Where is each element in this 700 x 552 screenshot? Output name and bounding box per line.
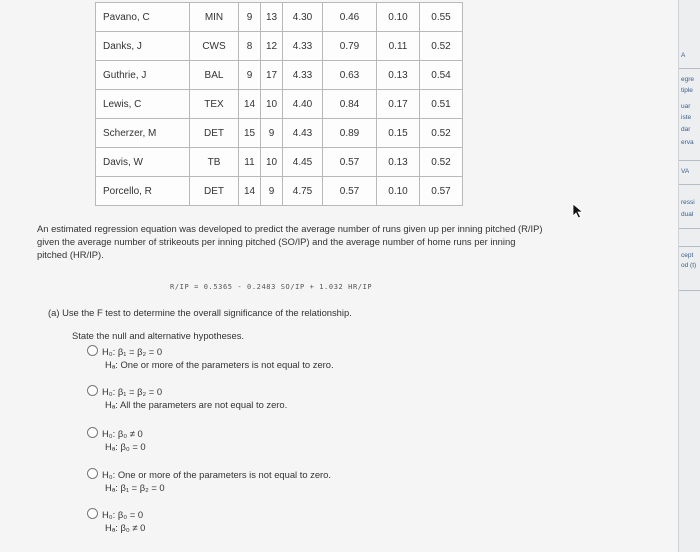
hypothesis-option-3[interactable] [87, 427, 146, 453]
table-cell: 0.17 [377, 90, 420, 119]
table-cell: Danks, J [96, 32, 190, 61]
table-cell: TB [190, 148, 239, 177]
table-cell: 4.40 [283, 90, 323, 119]
table-row [96, 61, 463, 90]
table-cell: 0.13 [377, 61, 420, 90]
table-cell: 0.55 [420, 3, 463, 32]
null-hypothesis: H₀: β₁ = β₂ = 0 [102, 346, 163, 357]
table-cell: 0.54 [420, 61, 463, 90]
table-cell: 10 [261, 90, 283, 119]
sidebar-label[interactable]: dual [681, 211, 694, 218]
table-cell: DET [190, 177, 239, 206]
table-cell: 0.52 [420, 119, 463, 148]
hypotheses-instruction: State the null and alternative hypotheses. [72, 330, 244, 341]
sidebar-label[interactable]: egre [681, 76, 695, 83]
radio-button[interactable] [87, 468, 98, 479]
table-row [96, 119, 463, 148]
mouse-cursor-icon [572, 203, 584, 219]
null-hypothesis: H₀: β₀ ≠ 0 [102, 428, 143, 439]
description-line: An estimated regression equation was developed to predict the average number of runs given up per inning pitched (R/IP) [37, 223, 543, 234]
problem-description [37, 222, 647, 261]
sidebar-label[interactable]: uar [681, 103, 691, 110]
table-cell: 0.52 [420, 32, 463, 61]
sidebar-divider [679, 228, 700, 229]
sidebar-divider [679, 160, 700, 161]
sidebar-label[interactable]: od (t) [681, 262, 697, 269]
table-cell: 8 [239, 32, 261, 61]
table-cell: 9 [261, 119, 283, 148]
null-hypothesis: H₀: One or more of the parameters is not equal to zero. [102, 469, 332, 480]
table-cell: 0.84 [323, 90, 377, 119]
table-cell: 0.57 [323, 177, 377, 206]
table-cell: 0.79 [323, 32, 377, 61]
table-row [96, 177, 463, 206]
right-sidebar [678, 0, 700, 552]
radio-button[interactable] [87, 508, 98, 519]
table-cell: 14 [239, 90, 261, 119]
table-cell: Pavano, C [96, 3, 190, 32]
radio-button[interactable] [87, 427, 98, 438]
table-row [96, 90, 463, 119]
table-cell: 14 [239, 177, 261, 206]
table-cell: 12 [261, 32, 283, 61]
table-cell: 0.46 [323, 3, 377, 32]
hypothesis-option-1[interactable] [87, 345, 334, 371]
table-cell: 0.10 [377, 177, 420, 206]
sidebar-label[interactable]: ressi [681, 199, 695, 206]
table-cell: BAL [190, 61, 239, 90]
hypothesis-option-5[interactable] [87, 508, 145, 534]
table-cell: 11 [239, 148, 261, 177]
radio-button[interactable] [87, 345, 98, 356]
alternative-hypothesis: Hₐ: One or more of the parameters is not equal to zero. [105, 359, 334, 370]
table-cell: 0.51 [420, 90, 463, 119]
table-cell: 15 [239, 119, 261, 148]
table-cell: 10 [261, 148, 283, 177]
table-cell: DET [190, 119, 239, 148]
table-row [96, 3, 463, 32]
sidebar-label[interactable]: VA [681, 168, 690, 175]
table-cell: 4.45 [283, 148, 323, 177]
sidebar-divider [679, 290, 700, 291]
pitcher-stats-table [95, 2, 463, 206]
sidebar-divider [679, 68, 700, 69]
table-cell: MIN [190, 3, 239, 32]
table-cell: 0.11 [377, 32, 420, 61]
table-cell: 0.57 [323, 148, 377, 177]
table-cell: 4.75 [283, 177, 323, 206]
table-cell: 17 [261, 61, 283, 90]
null-hypothesis: H₀: β₁ = β₂ = 0 [102, 386, 163, 397]
sidebar-label[interactable]: tiple [681, 87, 693, 94]
table-cell: 0.89 [323, 119, 377, 148]
description-line: pitched (HR/IP). [37, 249, 104, 260]
table-cell: TEX [190, 90, 239, 119]
table-cell: 4.33 [283, 61, 323, 90]
description-line: given the average number of strikeouts per inning pitched (SO/IP) and the average number of home runs per inning [37, 236, 516, 247]
table-cell: Lewis, C [96, 90, 190, 119]
sidebar-label[interactable]: cept [681, 252, 694, 259]
radio-button[interactable] [87, 385, 98, 396]
table-cell: 0.52 [420, 148, 463, 177]
table-cell: Porcello, R [96, 177, 190, 206]
alternative-hypothesis: Hₐ: β₀ ≠ 0 [105, 522, 146, 533]
regression-equation: R/IP = 0.5365 - 0.2483 SO/IP + 1.032 HR/IP [170, 283, 373, 291]
table-cell: CWS [190, 32, 239, 61]
hypothesis-option-4[interactable] [87, 468, 331, 494]
table-cell: 9 [239, 3, 261, 32]
table-cell: 0.63 [323, 61, 377, 90]
sidebar-divider [679, 184, 700, 185]
alternative-hypothesis: Hₐ: β₀ = 0 [105, 441, 146, 452]
sidebar-label[interactable]: dar [681, 126, 691, 133]
table-cell: Davis, W [96, 148, 190, 177]
table-cell: 13 [261, 3, 283, 32]
sidebar-divider [679, 246, 700, 247]
sidebar-label[interactable]: A [681, 52, 686, 59]
table-cell: 0.13 [377, 148, 420, 177]
sidebar-label[interactable]: erva [681, 139, 694, 146]
table-cell: 9 [261, 177, 283, 206]
table-cell: Guthrie, J [96, 61, 190, 90]
table-row [96, 148, 463, 177]
table-cell: 4.43 [283, 119, 323, 148]
table-cell: 4.33 [283, 32, 323, 61]
null-hypothesis: H₀: β₀ = 0 [102, 509, 144, 520]
hypothesis-option-2[interactable] [87, 385, 287, 411]
table-cell: 0.15 [377, 119, 420, 148]
sidebar-label[interactable]: iste [681, 114, 692, 121]
question-part-a: (a) Use the F test to determine the overall significance of the relationship. [48, 307, 352, 318]
table-cell: 4.30 [283, 3, 323, 32]
table-cell: 0.57 [420, 177, 463, 206]
alternative-hypothesis: Hₐ: All the parameters are not equal to zero. [105, 399, 288, 410]
alternative-hypothesis: Hₐ: β₁ = β₂ = 0 [105, 482, 165, 493]
table-row [96, 32, 463, 61]
table-cell: Scherzer, M [96, 119, 190, 148]
table-cell: 9 [239, 61, 261, 90]
table-cell: 0.10 [377, 3, 420, 32]
